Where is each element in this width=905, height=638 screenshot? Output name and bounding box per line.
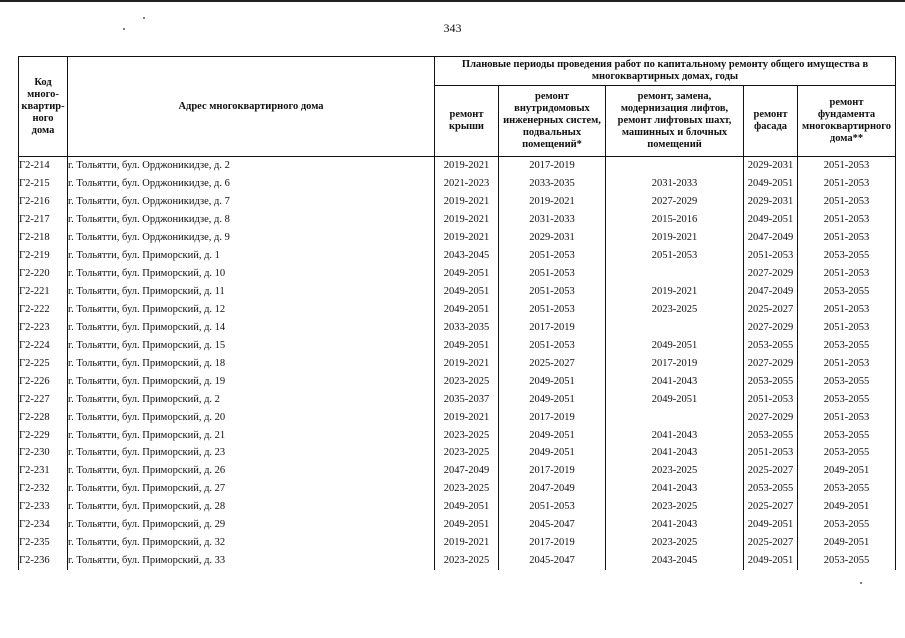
cell-engineering: 2045-2047 bbox=[499, 516, 606, 534]
cell-address: г. Тольятти, бул. Приморский, д. 33 bbox=[68, 552, 435, 570]
cell-code: Г2-219 bbox=[19, 247, 68, 265]
cell-engineering: 2051-2053 bbox=[499, 301, 606, 319]
cell-lifts bbox=[606, 157, 744, 175]
cell-address: г. Тольятти, бул. Приморский, д. 15 bbox=[68, 337, 435, 355]
cell-facade: 2049-2051 bbox=[744, 552, 798, 570]
cell-address: г. Тольятти, бул. Орджоникидзе, д. 7 bbox=[68, 193, 435, 211]
cell-facade: 2029-2031 bbox=[744, 157, 798, 175]
cell-roof: 2019-2021 bbox=[435, 193, 499, 211]
cell-facade: 2027-2029 bbox=[744, 319, 798, 337]
cell-engineering: 2049-2051 bbox=[499, 373, 606, 391]
cell-code: Г2-222 bbox=[19, 301, 68, 319]
header-engineering: ремонт внутридомовых инженерных систем, подвальных помещений* bbox=[499, 86, 606, 157]
cell-code: Г2-226 bbox=[19, 373, 68, 391]
cell-foundation: 2051-2053 bbox=[798, 211, 896, 229]
cell-code: Г2-228 bbox=[19, 409, 68, 427]
cell-lifts: 2017-2019 bbox=[606, 355, 744, 373]
cell-roof: 2023-2025 bbox=[435, 427, 499, 445]
table-row bbox=[19, 157, 896, 175]
table-row bbox=[19, 193, 896, 211]
table-row bbox=[19, 552, 896, 570]
table-row bbox=[19, 283, 896, 301]
cell-foundation: 2053-2055 bbox=[798, 516, 896, 534]
header-foundation: ремонт фундамента многоквартирного дома** bbox=[798, 86, 896, 157]
cell-facade: 2053-2055 bbox=[744, 373, 798, 391]
cell-foundation: 2051-2053 bbox=[798, 265, 896, 283]
cell-roof: 2019-2021 bbox=[435, 157, 499, 175]
cell-roof: 2035-2037 bbox=[435, 391, 499, 409]
cell-facade: 2053-2055 bbox=[744, 427, 798, 445]
cell-facade: 2047-2049 bbox=[744, 229, 798, 247]
cell-engineering: 2051-2053 bbox=[499, 247, 606, 265]
cell-code: Г2-224 bbox=[19, 337, 68, 355]
cell-lifts bbox=[606, 319, 744, 337]
table-row bbox=[19, 229, 896, 247]
cell-foundation: 2051-2053 bbox=[798, 175, 896, 193]
table-row bbox=[19, 301, 896, 319]
table-row bbox=[19, 247, 896, 265]
cell-engineering: 2019-2021 bbox=[499, 193, 606, 211]
cell-code: Г2-234 bbox=[19, 516, 68, 534]
cell-foundation: 2049-2051 bbox=[798, 498, 896, 516]
cell-address: г. Тольятти, бул. Приморский, д. 10 bbox=[68, 265, 435, 283]
cell-code: Г2-235 bbox=[19, 534, 68, 552]
table-row bbox=[19, 355, 896, 373]
cell-facade: 2049-2051 bbox=[744, 516, 798, 534]
cell-code: Г2-230 bbox=[19, 445, 68, 463]
table-row bbox=[19, 462, 896, 480]
cell-engineering: 2031-2033 bbox=[499, 211, 606, 229]
table-row bbox=[19, 337, 896, 355]
cell-roof: 2023-2025 bbox=[435, 480, 499, 498]
table-row bbox=[19, 265, 896, 283]
cell-lifts: 2041-2043 bbox=[606, 373, 744, 391]
cell-address: г. Тольятти, бул. Приморский, д. 23 bbox=[68, 445, 435, 463]
cell-address: г. Тольятти, бул. Приморский, д. 19 bbox=[68, 373, 435, 391]
cell-engineering: 2045-2047 bbox=[499, 552, 606, 570]
cell-lifts: 2049-2051 bbox=[606, 391, 744, 409]
cell-address: г. Тольятти, бул. Приморский, д. 21 bbox=[68, 427, 435, 445]
header-code: Код много-квартир-ного дома bbox=[19, 57, 68, 157]
scan-speck bbox=[143, 17, 145, 19]
cell-code: Г2-232 bbox=[19, 480, 68, 498]
cell-lifts: 2027-2029 bbox=[606, 193, 744, 211]
cell-engineering: 2017-2019 bbox=[499, 319, 606, 337]
cell-roof: 2021-2023 bbox=[435, 175, 499, 193]
cell-code: Г2-215 bbox=[19, 175, 68, 193]
cell-engineering: 2051-2053 bbox=[499, 283, 606, 301]
cell-foundation: 2051-2053 bbox=[798, 319, 896, 337]
capital-repair-schedule-table bbox=[18, 56, 896, 570]
cell-code: Г2-236 bbox=[19, 552, 68, 570]
cell-roof: 2049-2051 bbox=[435, 265, 499, 283]
cell-facade: 2049-2051 bbox=[744, 211, 798, 229]
cell-facade: 2053-2055 bbox=[744, 337, 798, 355]
cell-engineering: 2017-2019 bbox=[499, 462, 606, 480]
cell-lifts: 2023-2025 bbox=[606, 462, 744, 480]
cell-address: г. Тольятти, бул. Орджоникидзе, д. 8 bbox=[68, 211, 435, 229]
cell-foundation: 2049-2051 bbox=[798, 534, 896, 552]
cell-code: Г2-220 bbox=[19, 265, 68, 283]
cell-facade: 2025-2027 bbox=[744, 534, 798, 552]
cell-foundation: 2053-2055 bbox=[798, 373, 896, 391]
cell-engineering: 2033-2035 bbox=[499, 175, 606, 193]
cell-roof: 2019-2021 bbox=[435, 355, 499, 373]
table-row bbox=[19, 445, 896, 463]
cell-address: г. Тольятти, бул. Приморский, д. 29 bbox=[68, 516, 435, 534]
cell-engineering: 2049-2051 bbox=[499, 445, 606, 463]
cell-code: Г2-216 bbox=[19, 193, 68, 211]
cell-roof: 2049-2051 bbox=[435, 516, 499, 534]
table-row bbox=[19, 427, 896, 445]
cell-lifts: 2041-2043 bbox=[606, 427, 744, 445]
cell-foundation: 2051-2053 bbox=[798, 409, 896, 427]
scan-speck bbox=[860, 582, 862, 584]
cell-address: г. Тольятти, бул. Приморский, д. 28 bbox=[68, 498, 435, 516]
cell-roof: 2019-2021 bbox=[435, 409, 499, 427]
cell-engineering: 2051-2053 bbox=[499, 265, 606, 283]
cell-lifts: 2019-2021 bbox=[606, 283, 744, 301]
cell-engineering: 2051-2053 bbox=[499, 337, 606, 355]
cell-roof: 2023-2025 bbox=[435, 445, 499, 463]
header-facade: ремонт фасада bbox=[744, 86, 798, 157]
cell-engineering: 2017-2019 bbox=[499, 534, 606, 552]
cell-foundation: 2053-2055 bbox=[798, 247, 896, 265]
cell-roof: 2049-2051 bbox=[435, 301, 499, 319]
cell-facade: 2049-2051 bbox=[744, 175, 798, 193]
cell-roof: 2019-2021 bbox=[435, 229, 499, 247]
cell-address: г. Тольятти, бул. Приморский, д. 32 bbox=[68, 534, 435, 552]
cell-code: Г2-225 bbox=[19, 355, 68, 373]
cell-lifts: 2049-2051 bbox=[606, 337, 744, 355]
cell-code: Г2-223 bbox=[19, 319, 68, 337]
cell-address: г. Тольятти, бул. Орджоникидзе, д. 6 bbox=[68, 175, 435, 193]
cell-facade: 2027-2029 bbox=[744, 265, 798, 283]
cell-lifts: 2023-2025 bbox=[606, 301, 744, 319]
cell-roof: 2023-2025 bbox=[435, 552, 499, 570]
cell-foundation: 2051-2053 bbox=[798, 229, 896, 247]
cell-foundation: 2053-2055 bbox=[798, 480, 896, 498]
cell-address: г. Тольятти, бул. Приморский, д. 20 bbox=[68, 409, 435, 427]
cell-address: г. Тольятти, бул. Приморский, д. 1 bbox=[68, 247, 435, 265]
cell-facade: 2029-2031 bbox=[744, 193, 798, 211]
page-number: 343 bbox=[443, 21, 462, 35]
cell-engineering: 2029-2031 bbox=[499, 229, 606, 247]
cell-facade: 2025-2027 bbox=[744, 301, 798, 319]
cell-foundation: 2051-2053 bbox=[798, 157, 896, 175]
cell-address: г. Тольятти, бул. Приморский, д. 12 bbox=[68, 301, 435, 319]
header-planned-periods: Плановые периоды проведения работ по капитальному ремонту общего имущества в многоквартирных домах, годы bbox=[435, 57, 896, 86]
cell-address: г. Тольятти, бул. Приморский, д. 14 bbox=[68, 319, 435, 337]
cell-lifts: 2043-2045 bbox=[606, 552, 744, 570]
cell-facade: 2027-2029 bbox=[744, 355, 798, 373]
cell-code: Г2-221 bbox=[19, 283, 68, 301]
cell-foundation: 2053-2055 bbox=[798, 283, 896, 301]
cell-engineering: 2049-2051 bbox=[499, 391, 606, 409]
cell-facade: 2053-2055 bbox=[744, 480, 798, 498]
cell-lifts: 2019-2021 bbox=[606, 229, 744, 247]
cell-address: г. Тольятти, бул. Орджоникидзе, д. 9 bbox=[68, 229, 435, 247]
cell-code: Г2-214 bbox=[19, 157, 68, 175]
cell-roof: 2023-2025 bbox=[435, 373, 499, 391]
cell-lifts bbox=[606, 409, 744, 427]
cell-address: г. Тольятти, бул. Приморский, д. 27 bbox=[68, 480, 435, 498]
cell-facade: 2051-2053 bbox=[744, 247, 798, 265]
cell-code: Г2-231 bbox=[19, 462, 68, 480]
cell-roof: 2047-2049 bbox=[435, 462, 499, 480]
cell-foundation: 2053-2055 bbox=[798, 427, 896, 445]
cell-foundation: 2053-2055 bbox=[798, 445, 896, 463]
header-lifts: ремонт, замена, модернизация лифтов, ремонт лифтовых шахт, машинных и блочных помещений bbox=[606, 86, 744, 157]
cell-lifts: 2015-2016 bbox=[606, 211, 744, 229]
cell-roof: 2033-2035 bbox=[435, 319, 499, 337]
cell-lifts bbox=[606, 265, 744, 283]
header-roof: ремонт крыши bbox=[435, 86, 499, 157]
table-row bbox=[19, 480, 896, 498]
cell-roof: 2019-2021 bbox=[435, 534, 499, 552]
cell-foundation: 2051-2053 bbox=[798, 301, 896, 319]
cell-foundation: 2049-2051 bbox=[798, 462, 896, 480]
cell-address: г. Тольятти, бул. Орджоникидзе, д. 2 bbox=[68, 157, 435, 175]
cell-foundation: 2051-2053 bbox=[798, 193, 896, 211]
cell-engineering: 2017-2019 bbox=[499, 157, 606, 175]
table-row bbox=[19, 409, 896, 427]
table-row bbox=[19, 498, 896, 516]
cell-facade: 2051-2053 bbox=[744, 445, 798, 463]
cell-roof: 2049-2051 bbox=[435, 337, 499, 355]
cell-engineering: 2025-2027 bbox=[499, 355, 606, 373]
cell-foundation: 2053-2055 bbox=[798, 552, 896, 570]
cell-engineering: 2017-2019 bbox=[499, 409, 606, 427]
cell-lifts: 2041-2043 bbox=[606, 516, 744, 534]
cell-lifts: 2041-2043 bbox=[606, 445, 744, 463]
cell-address: г. Тольятти, бул. Приморский, д. 2 bbox=[68, 391, 435, 409]
cell-roof: 2049-2051 bbox=[435, 498, 499, 516]
cell-facade: 2051-2053 bbox=[744, 391, 798, 409]
header-address: Адрес многоквартирного дома bbox=[68, 57, 435, 157]
table-row bbox=[19, 391, 896, 409]
table-row bbox=[19, 175, 896, 193]
cell-address: г. Тольятти, бул. Приморский, д. 11 bbox=[68, 283, 435, 301]
cell-code: Г2-233 bbox=[19, 498, 68, 516]
cell-facade: 2027-2029 bbox=[744, 409, 798, 427]
top-border-line bbox=[0, 0, 905, 2]
cell-foundation: 2053-2055 bbox=[798, 391, 896, 409]
table-row bbox=[19, 211, 896, 229]
cell-roof: 2049-2051 bbox=[435, 283, 499, 301]
cell-engineering: 2051-2053 bbox=[499, 498, 606, 516]
cell-code: Г2-227 bbox=[19, 391, 68, 409]
cell-address: г. Тольятти, бул. Приморский, д. 18 bbox=[68, 355, 435, 373]
cell-facade: 2047-2049 bbox=[744, 283, 798, 301]
table-row bbox=[19, 534, 896, 552]
table-body bbox=[19, 157, 896, 571]
cell-foundation: 2053-2055 bbox=[798, 337, 896, 355]
cell-lifts: 2031-2033 bbox=[606, 175, 744, 193]
cell-lifts: 2051-2053 bbox=[606, 247, 744, 265]
cell-lifts: 2041-2043 bbox=[606, 480, 744, 498]
cell-engineering: 2049-2051 bbox=[499, 427, 606, 445]
cell-code: Г2-217 bbox=[19, 211, 68, 229]
cell-engineering: 2047-2049 bbox=[499, 480, 606, 498]
table-row bbox=[19, 319, 896, 337]
cell-facade: 2025-2027 bbox=[744, 462, 798, 480]
cell-lifts: 2023-2025 bbox=[606, 498, 744, 516]
cell-facade: 2025-2027 bbox=[744, 498, 798, 516]
table-row bbox=[19, 373, 896, 391]
cell-lifts: 2023-2025 bbox=[606, 534, 744, 552]
cell-code: Г2-218 bbox=[19, 229, 68, 247]
cell-roof: 2019-2021 bbox=[435, 211, 499, 229]
cell-roof: 2043-2045 bbox=[435, 247, 499, 265]
table-row bbox=[19, 516, 896, 534]
cell-foundation: 2051-2053 bbox=[798, 355, 896, 373]
cell-address: г. Тольятти, бул. Приморский, д. 26 bbox=[68, 462, 435, 480]
cell-code: Г2-229 bbox=[19, 427, 68, 445]
